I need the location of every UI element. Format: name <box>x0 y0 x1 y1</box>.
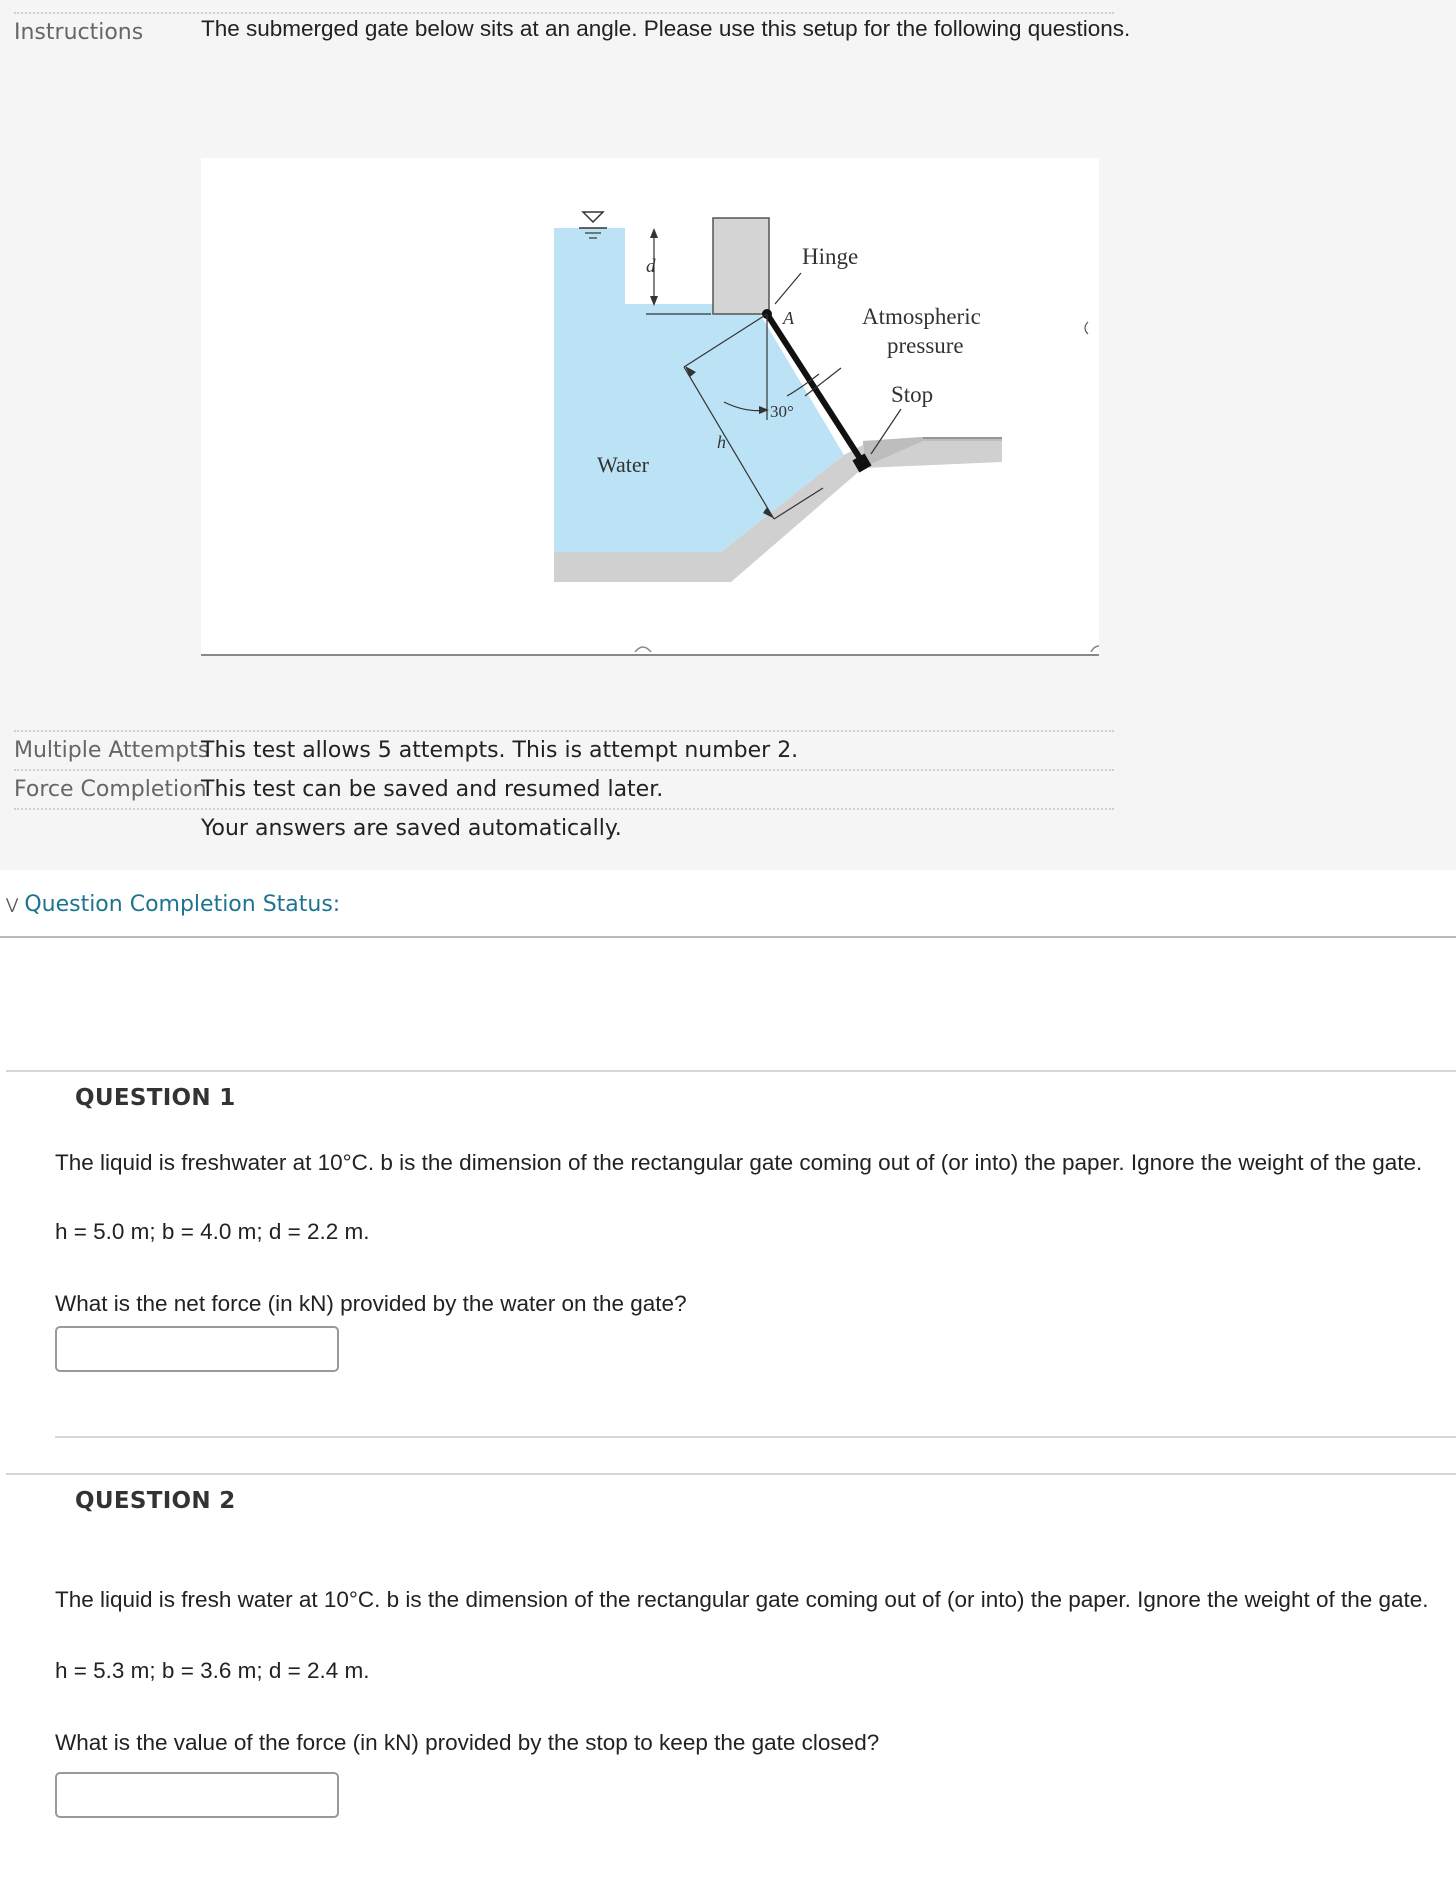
answer-input[interactable] <box>55 1326 339 1372</box>
gate-diagram-svg <box>201 158 1099 652</box>
completion-status-label: Question Completion Status: <box>24 892 341 917</box>
question-params: h = 5.3 m; b = 3.6 m; d = 2.4 m. <box>55 1658 370 1683</box>
label-atmospheric-2: pressure <box>887 333 964 358</box>
free-surface-icon <box>583 212 603 222</box>
auto-save-text: Your answers are saved automatically. <box>201 816 622 841</box>
label-A: A <box>783 308 794 328</box>
gate-diagram <box>201 158 1099 656</box>
label-water: Water <box>597 452 649 477</box>
multiple-attempts-value: This test allows 5 attempts. This is attempt number 2. <box>201 738 799 763</box>
label-d: d <box>646 256 656 277</box>
divider <box>14 730 1114 732</box>
divider <box>55 1436 1456 1438</box>
test-header-panel <box>0 0 1456 872</box>
question-params: h = 5.0 m; b = 4.0 m; d = 2.2 m. <box>55 1219 370 1244</box>
divider <box>14 12 1114 14</box>
question-title: QUESTION 2 <box>75 1488 236 1514</box>
question-prompt: What is the value of the force (in kN) provided by the stop to keep the gate closed? <box>55 1730 880 1755</box>
label-stop: Stop <box>891 382 934 407</box>
completion-status-toggle[interactable] <box>6 892 340 917</box>
label-angle: 30° <box>770 402 794 421</box>
chevron-down-icon: ⋁ <box>6 895 19 913</box>
force-completion-value: This test can be saved and resumed later. <box>201 777 664 802</box>
instructions-text: The submerged gate below sits at an angle. Please use this setup for the following questions. <box>201 16 1131 41</box>
question-text: The liquid is freshwater at 10°C. b is the dimension of the rectangular gate coming out of (or into) the paper. Ignore the weight of the gate. <box>55 1150 1423 1175</box>
answer-input[interactable] <box>55 1772 339 1818</box>
instructions-label: Instructions <box>14 20 144 45</box>
label-hinge: Hinge <box>802 244 859 269</box>
multiple-attempts-label: Multiple Attempts <box>14 738 210 763</box>
question-prompt: What is the net force (in kN) provided by the water on the gate? <box>55 1291 687 1316</box>
concrete-block <box>713 218 769 314</box>
divider <box>14 808 1114 810</box>
completion-status-bar <box>0 870 1456 938</box>
force-completion-label: Force Completion <box>14 777 207 802</box>
question-text: The liquid is fresh water at 10°C. b is the dimension of the rectangular gate coming out of (or into) the paper. Ignore the weight of the gate. <box>55 1587 1429 1612</box>
divider <box>6 1473 1456 1475</box>
label-h: h <box>717 432 726 452</box>
divider <box>14 769 1114 771</box>
question-title: QUESTION 1 <box>75 1085 236 1111</box>
divider <box>6 1070 1456 1072</box>
label-atmospheric-1: Atmospheric <box>862 304 981 329</box>
